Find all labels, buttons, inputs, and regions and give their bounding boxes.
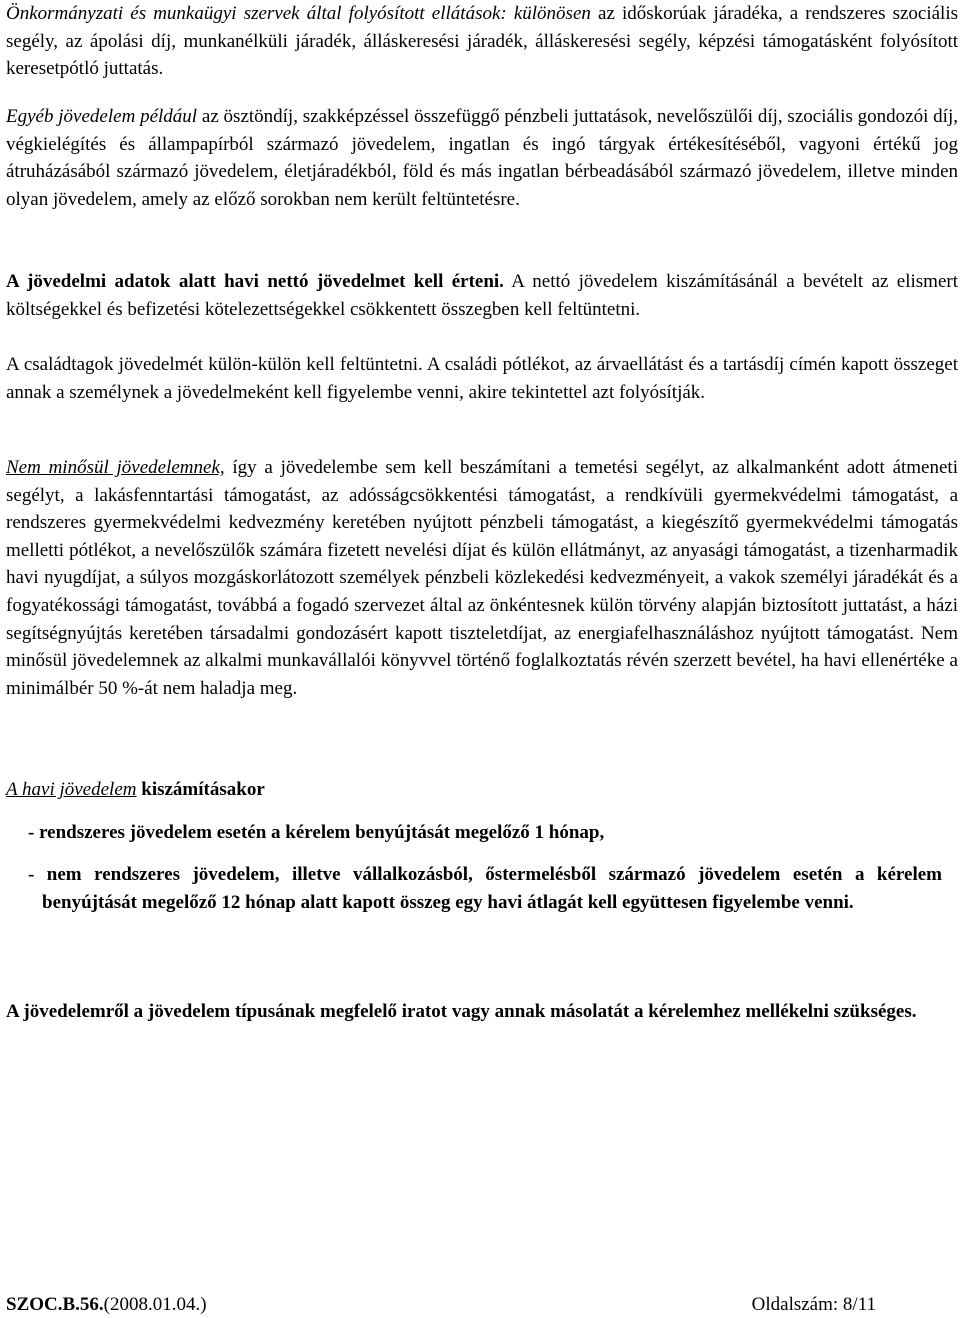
paragraph-municipal-benefits bbox=[6, 0, 958, 83]
paragraph-monthly-income-heading bbox=[6, 776, 958, 804]
municipal-benefits-heading: Önkormányzati és munkaügyi szervek által folyósított ellátások: különösen bbox=[6, 3, 591, 24]
form-code bbox=[6, 1293, 207, 1317]
paragraph-net-income bbox=[6, 268, 958, 323]
paragraph-not-income bbox=[6, 454, 958, 702]
not-income-text: így a jövedelembe sem kell beszámítani a temetési segélyt, az alkalmanként adott átmeneti segélyt, a lakásfenntartási támogatást, az adósságcsökkentési támogatást, a rendkívüli gyermekvédelmi támogatást, a rendszeres gyermekvédelmi kedvezmény keretében nyújtott pénzbeli támogatást, a kiegészítő gyermekvédelmi támogatás melletti pótlékot, a nevelőszülők számára fizetett nevelési díjat és külön ellátmányt, az anyasági támogatást, a tizenharmadik havi nyugdíjat, a súlyos mozgáskorlátozott személyek pénzbeli közlekedési kedvezményeit, a vakok személyi járadékát és a fogyatékossági támogatást, továbbá a fogadó szervezet által az önkéntesnek külön törvény alapján biztosított juttatást, a házi segítségnyújtás keretében társadalmi gondozásért kapott tiszteletdíjat, az energiafelhasználáshoz nyújtott támogatást. Nem minősül jövedelemnek az alkalmi munkavállalói könyvvel történő foglalkoztatás révén szerzett bevétel, ha havi ellenértéke a minimálbér 50 %-át nem haladja meg. bbox=[6, 457, 958, 699]
paragraph-attachment-note: A jövedelemről a jövedelem típusának megfelelő iratot vagy annak másolatát a kérelemhez mellékelni szükséges. bbox=[6, 1001, 917, 1022]
form-code-date: (2008.01.04.) bbox=[103, 1294, 207, 1315]
list-item-regular-income: - rendszeres jövedelem esetén a kérelem benyújtását megelőző 1 hónap, bbox=[28, 822, 605, 843]
paragraph-family-income: A családtagok jövedelmét külön-külön kell feltüntetni. A családi pótlékot, az árvaellátást és a tartásdíj címén kapott összeget annak a személynek a jövedelmeként kell figyelembe venni, akire tekintettel azt folyósítják. bbox=[6, 354, 958, 403]
municipal-benefits-text: az időskorúak járadéka, a rendszeres szociális segély, az ápolási díj, munkanélküli járadék, álláskeresési járadék, álláskeresési segély, képzési támogatásként folyósított keresetpótló juttatás. bbox=[6, 3, 959, 80]
page-number: Oldalszám: 8/11 bbox=[751, 1294, 876, 1315]
monthly-income-bold: kiszámításakor bbox=[136, 779, 265, 800]
monthly-income-italic: A havi jövedelem bbox=[6, 779, 137, 800]
net-income-heading: A jövedelmi adatok alatt havi nettó jövedelmet kell érteni. bbox=[6, 271, 504, 292]
list-item-irregular-income: - nem rendszeres jövedelem, illetve vállalkozásból, őstermelésből származó jövedelem esetén a kérelem benyújtását megelőző 12 hónap alatt kapott összeg egy havi átlagát kell együttesen figyelembe venni. bbox=[28, 864, 942, 913]
form-code-bold: SZOC.B.56. bbox=[6, 1294, 104, 1315]
not-income-heading: Nem minősül jövedelemnek, bbox=[6, 457, 225, 478]
other-income-text: az ösztöndíj, szakképzéssel összefüggő pénzbeli juttatások, nevelőszülői díj, szociális gondozói díj, végkielégítés és állampapírból származó jövedelem, ingatlan és ingó tárgyak értékesítéséből, vagyoni értékű jog átruházásából származó jövedelem, életjáradékból, föld és más ingatlan bérbeadásából származó jövedelem, illetve minden olyan jövedelem, amely az előző sorokban nem került feltüntetésre. bbox=[6, 106, 958, 210]
other-income-heading: Egyéb jövedelem például bbox=[6, 106, 198, 127]
paragraph-other-income bbox=[6, 103, 958, 213]
net-income-text: A nettó jövedelem kiszámításánál a bevételt az elismert költségekkel és befizetési kötelezettségekkel csökkentett összegben kell feltüntetni. bbox=[6, 271, 958, 320]
